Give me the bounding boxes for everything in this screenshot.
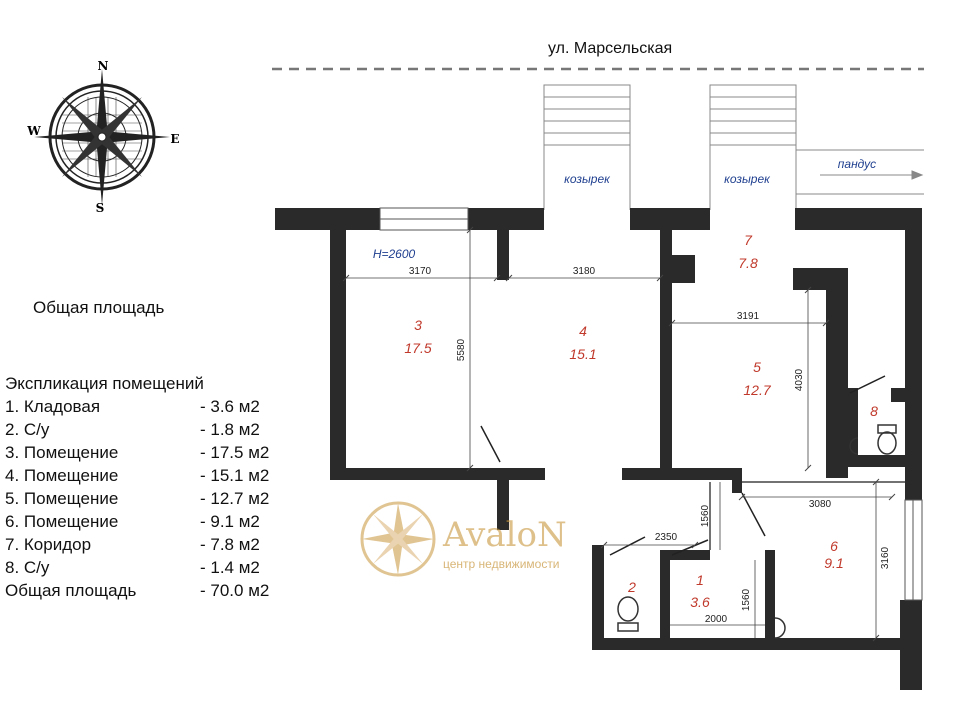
room-4-area: 15.1 (569, 346, 597, 362)
ramp-label: пандус (837, 157, 877, 171)
sink-room-1 (775, 618, 785, 638)
explication-row: 5. Помещение - 12.7 м2 (5, 489, 270, 508)
dim-1560-upper: 1560 (700, 504, 711, 528)
compass-n: N (97, 59, 109, 73)
dim-4030: 4030 (794, 368, 805, 392)
compass-rose (34, 69, 170, 205)
explication-title: Экспликация помещений (5, 374, 204, 393)
dim-3180: 3180 (572, 266, 596, 277)
explication-row: 7. Коридор - 7.8 м2 (5, 535, 260, 554)
explication-row: 1. Кладовая - 3.6 м2 (5, 397, 260, 416)
explication-row: 3. Помещение - 17.5 м2 (5, 443, 270, 462)
room-5-area: 12.7 (743, 382, 771, 398)
explication-row: 8. С/у - 1.4 м2 (5, 558, 260, 577)
explication-row: 2. С/у - 1.8 м2 (5, 420, 260, 439)
dim-3191: 3191 (736, 311, 760, 322)
room-2-number: 2 (628, 579, 636, 595)
canopy-right-label: козырек (724, 172, 770, 186)
stairs-right (710, 85, 796, 210)
compass-w: W (27, 124, 41, 138)
dim-1560-lower: 1560 (741, 588, 752, 612)
room-7-area: 7.8 (738, 255, 758, 271)
watermark-brand: AvaloN (443, 515, 567, 555)
explication-table (5, 372, 305, 602)
dim-2350: 2350 (654, 532, 678, 543)
room-7-number: 7 (744, 232, 752, 248)
room-3-number: 3 (414, 317, 422, 333)
avalon-watermark (362, 503, 434, 575)
room-5-number: 5 (753, 359, 761, 375)
street-name: ул. Марсельская (548, 40, 673, 57)
dim-5580: 5580 (456, 338, 467, 362)
watermark-subtitle: центр недвижимости (443, 557, 560, 571)
room-1-area: 3.6 (690, 594, 710, 610)
toilet-room-2 (618, 597, 638, 631)
room-4-number: 4 (579, 323, 587, 339)
ceiling-height-label: H=2600 (372, 247, 416, 261)
walls (275, 208, 922, 690)
room-6-number: 6 (830, 538, 838, 554)
explication-row: 6. Помещение - 9.1 м2 (5, 512, 260, 531)
room-6-area: 9.1 (824, 555, 844, 571)
explication-row: 4. Помещение - 15.1 м2 (5, 466, 270, 485)
room-8-number: 8 (870, 403, 878, 419)
stairs-left (544, 85, 630, 210)
dim-3170: 3170 (408, 266, 432, 277)
room-3-area: 17.5 (404, 340, 432, 356)
canopy-left-label: козырек (564, 172, 610, 186)
dim-3080: 3080 (808, 499, 832, 510)
explication-total: Общая площадь - 70.0 м2 (5, 581, 270, 600)
compass-e: E (170, 132, 180, 146)
total-area-title: Общая площадь (33, 298, 165, 317)
dimension-lines (346, 230, 892, 638)
room-1-number: 1 (696, 572, 704, 588)
dim-2000: 2000 (704, 614, 728, 625)
dim-3160: 3160 (880, 546, 891, 570)
compass-s: S (95, 201, 105, 215)
